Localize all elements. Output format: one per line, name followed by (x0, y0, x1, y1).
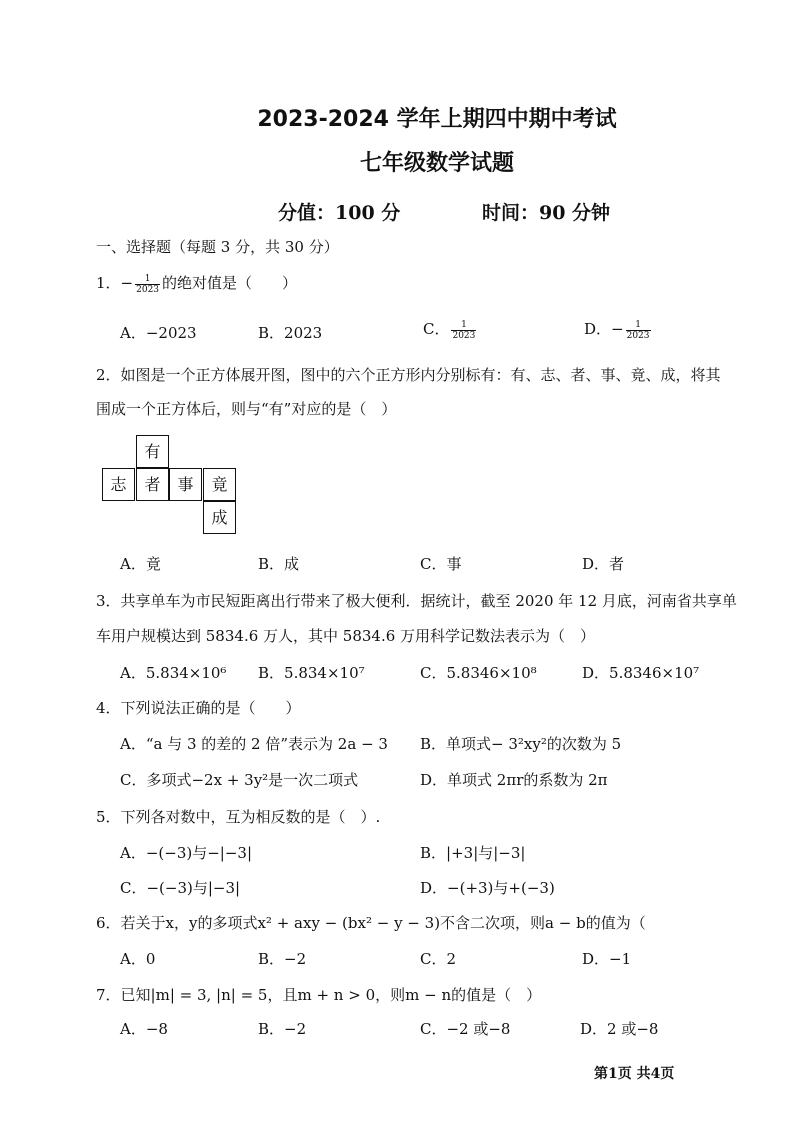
q3-option-c: C．5.8346×10⁸ (420, 664, 537, 682)
q6-option-d: D．−1 (582, 950, 632, 968)
q7-option-c: C．−2 或−8 (420, 1020, 511, 1038)
section-heading: 一、选择题（每题 3 分，共 30 分） (96, 238, 339, 256)
q1-minus: − (120, 274, 134, 292)
question-1 (96, 272, 297, 295)
q1-option-a: A．−2023 (120, 324, 197, 342)
time-info: 时间：90 分钟 (482, 202, 611, 224)
q1-d-den: 2023 (626, 330, 650, 341)
q2-stem-line1: 2．如图是一个正方体展开图，图中的六个正方形内分别标有：有、志、者、事、竟、成，将其 (96, 366, 721, 384)
q1-c-den: 2023 (452, 330, 476, 341)
q2-option-b: B．成 (258, 555, 300, 573)
net-cell-jing: 竟 (203, 468, 236, 501)
q1-option-d (584, 318, 653, 341)
q4-option-c: C．多项式−2x + 3y²是一次二项式 (120, 771, 359, 789)
q7-option-b: B．−2 (258, 1020, 307, 1038)
q5-option-b: B．|+3|与|−3| (420, 844, 526, 862)
q3-stem-line2: 车用户规模达到 5834.6 万人，其中 5834.6 万用科学记数法表示为（ ） (96, 627, 596, 645)
q1-d-num: 1 (626, 320, 651, 331)
q1-c-fraction (451, 320, 476, 341)
q1-option-b: B．2023 (258, 324, 323, 342)
exam-subtitle: 七年级数学试题 (359, 151, 514, 176)
q4-option-a: A．“a 与 3 的差的 2 倍”表示为 2a − 3 (120, 735, 388, 753)
q7-option-d: D．2 或−8 (580, 1020, 659, 1038)
q6-option-a: A．0 (120, 950, 156, 968)
q1-fraction (135, 274, 160, 295)
q1-number: 1． (96, 274, 121, 292)
q5-option-c: C．−(−3)与|−3| (120, 879, 241, 897)
q3-option-b: B．5.834×10⁷ (258, 664, 365, 682)
q1-d-fraction (626, 320, 651, 341)
score-info: 分值：100 分 (278, 202, 401, 224)
net-cell-zhi: 志 (102, 468, 135, 501)
page-footer: 第1页 共4页 (594, 1066, 675, 1082)
net-cell-zhe: 者 (136, 468, 169, 501)
q5-stem: 5．下列各对数中，互为相反数的是（ ）. (96, 808, 381, 826)
q3-option-a: A．5.834×10⁶ (120, 664, 227, 682)
q2-option-d: D．者 (582, 555, 625, 573)
q5-option-a: A．−(−3)与−|−3| (120, 844, 253, 862)
q1-c-label: C． (423, 320, 450, 338)
net-cell-cheng: 成 (203, 501, 236, 534)
q2-stem-line2: 围成一个正方体后，则与“有”对应的是（ ） (96, 400, 397, 418)
q1-stem-tail: 的绝对值是（ ） (162, 274, 298, 292)
net-cell-you: 有 (136, 435, 169, 468)
exam-title: 2023-2024 学年上期四中期中考试 (257, 107, 617, 132)
q4-option-b: B．单项式− 3²xy²的次数为 5 (420, 735, 622, 753)
q3-stem-line1: 3．共享单车为市民短距离出行带来了极大便利．据统计，截至 2020 年 12 月底，河南省共享单 (96, 592, 737, 610)
q6-option-b: B．−2 (258, 950, 307, 968)
q1-frac-num: 1 (135, 274, 160, 285)
q4-stem: 4．下列说法正确的是（ ） (96, 699, 301, 717)
q6-option-c: C．2 (420, 950, 457, 968)
q4-option-d: D．单项式 2πr的系数为 2π (420, 771, 608, 789)
q2-option-a: A．竟 (120, 555, 161, 573)
q1-option-c (423, 318, 478, 341)
q2-option-c: C．事 (420, 555, 462, 573)
q6-stem: 6．若关于x，y的多项式x² + axy − (bx² − y − 3)不含二次项，则a − b的值为（ (96, 914, 646, 932)
q7-stem: 7．已知|m| = 3, |n| = 5，且m + n > 0，则m − n的值是（ ） (96, 986, 542, 1004)
q1-frac-den: 2023 (136, 284, 160, 295)
q1-d-label: D．− (584, 320, 624, 338)
net-cell-shi: 事 (169, 468, 202, 501)
q5-option-d: D．−(+3)与+(−3) (420, 879, 555, 897)
q3-option-d: D．5.8346×10⁷ (582, 664, 700, 682)
q7-option-a: A．−8 (120, 1020, 168, 1038)
q1-c-num: 1 (451, 320, 476, 331)
